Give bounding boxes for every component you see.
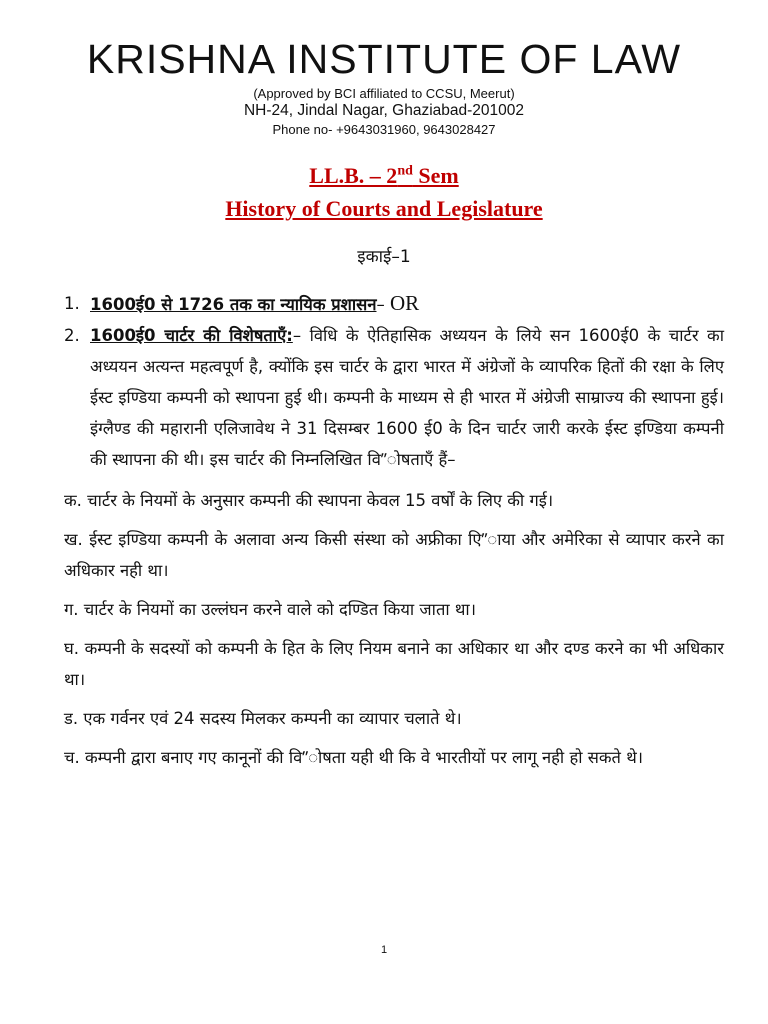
course-prefix: LL.B. – 2 — [309, 163, 398, 188]
numbered-item-1 — [64, 288, 724, 320]
item-heading: 1600ई0 चार्टर की विशेषताएँ: — [90, 326, 293, 345]
item-content — [90, 288, 724, 320]
point-kha: ख. ईस्ट इण्डिया कम्पनी के अलावा अन्य किसी संस्था को अफ्रीका एि”ाया और अमेरिका से व्यापार करने का अधिकार नही था। — [64, 530, 724, 580]
item-number: 2. — [64, 326, 80, 345]
item-content — [90, 320, 724, 475]
item-number: 1. — [64, 294, 80, 313]
document-body — [64, 288, 724, 773]
page-number: 1 — [380, 944, 388, 956]
unit-heading: इकाई–1 — [357, 247, 411, 267]
or-text: OR — [390, 291, 420, 315]
item-dash: – — [376, 295, 390, 314]
item-dash: – — [292, 326, 310, 345]
point-gha: घ. कम्पनी के सदस्यों को कम्पनी के हित के लिए नियम बनाने का अधिकार था और दण्ड करने का भी अधिकार था। — [64, 639, 724, 689]
course-suffix: Sem — [412, 163, 459, 188]
subject-title: History of Courts and Legislature — [225, 196, 543, 221]
point-da: ड. एक गर्वनर एवं 24 सदस्य मिलकर कम्पनी का व्यापार चलाते थे। — [64, 709, 462, 728]
point-ga: ग. चार्टर के नियमों का उल्लंघन करने वाले को दण्डित किया जाता था। — [64, 600, 476, 619]
course-title — [0, 163, 768, 189]
numbered-item-2 — [64, 320, 724, 475]
address-line: NH-24, Jindal Nagar, Ghaziabad-201002 — [243, 102, 525, 119]
item-heading: 1600ई0 से 1726 तक का न्यायिक प्रशासन — [90, 295, 377, 314]
point-cha: च. कम्पनी द्वारा बनाए गए कानूनों की वि”ोषता यही थी कि वे भारतीयों पर लागू नही हो सकते थे। — [64, 748, 643, 767]
approval-line: (Approved by BCI affiliated to CCSU, Meerut) — [253, 86, 515, 101]
institute-name: KRISHNA INSTITUTE OF LAW — [86, 36, 682, 82]
phone-line: Phone no- +9643031960, 9643028427 — [272, 122, 496, 137]
course-sup: nd — [397, 163, 413, 179]
item-paragraph: विधि के ऐतिहासिक अध्ययन के लिये सन 1600ई0 के चार्टर का अध्ययन अत्यन्त महत्वपूर्ण है, क्योंकि इस चार्टर के द्वारा भारत में अंग्रेजों के व्यापरिक हितों की रक्षा के लिए ईस्ट इण्डिया कम्पनी को स्थापना हुई थी। कम्पनी के माध्यम से ही भारत में अंग्रेजी साम्राज्य की स्थापना हुई। इंग्लैण्ड की महारानी एलिजावेथ ने 31 दिसम्बर 1600 ई0 के दिन चार्टर जारी करके ईस्ट इण्डिया कम्पनी की स्थापना की थी। इस चार्टर की निम्नलिखित वि”ोषताएँ हैं– — [90, 326, 725, 469]
point-ka: क. चार्टर के नियमों के अनुसार कम्पनी की स्थापना केवल 15 वर्षों के लिए की गई। — [64, 491, 554, 510]
